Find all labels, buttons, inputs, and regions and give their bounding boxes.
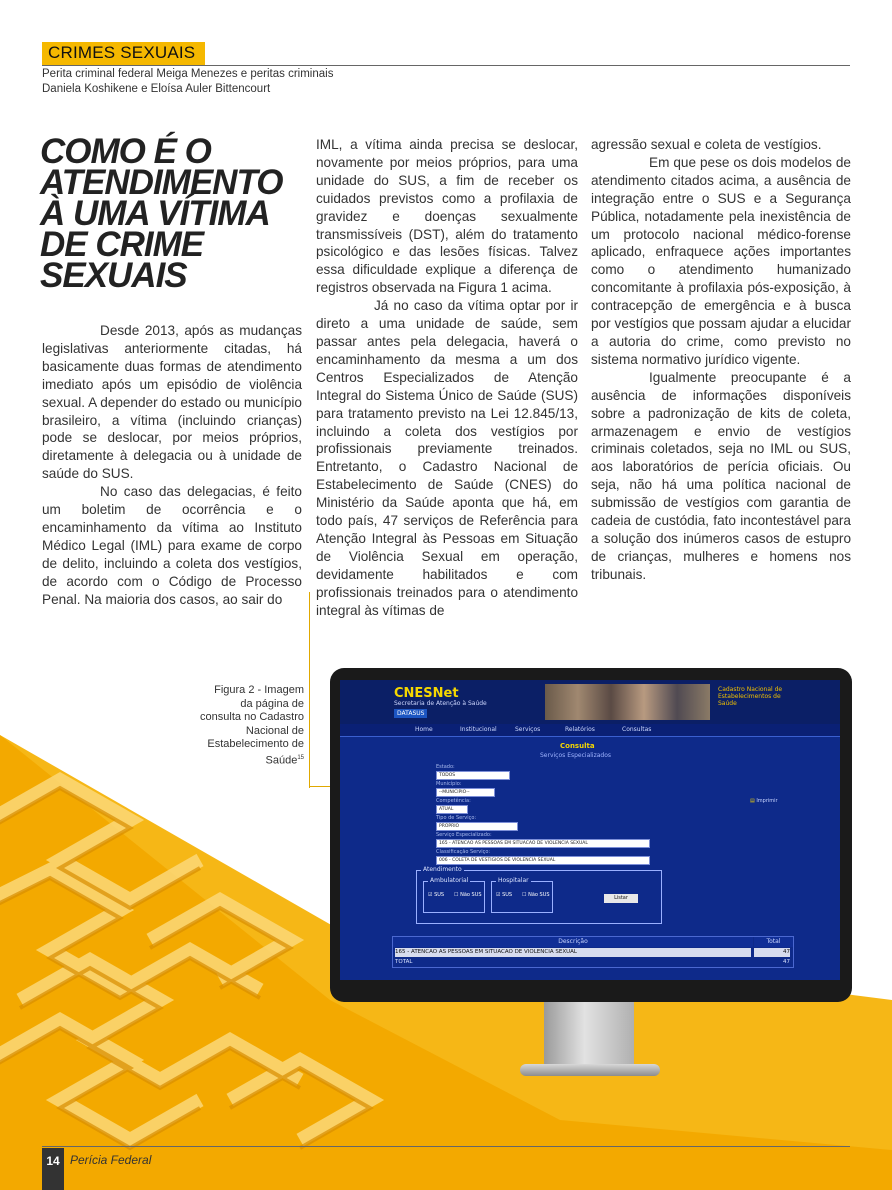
title-line: À UMA VÍTIMA: [40, 194, 270, 233]
datasus-logo: DATASUS: [394, 709, 427, 718]
label-tipo-servico: Tipo de Serviço:: [436, 815, 477, 821]
nav-servicos[interactable]: Serviços: [515, 726, 541, 733]
label-servico: Serviço Especializado:: [436, 832, 492, 838]
imprimir-label: Imprimir: [756, 798, 778, 804]
page-number: 14: [42, 1148, 64, 1190]
monitor-frame: [330, 668, 852, 1002]
body-column-2: [316, 136, 578, 619]
hospitalar-legend: Hospitalar: [498, 877, 529, 884]
select-municipio[interactable]: --MUNICIPIO--: [436, 788, 495, 797]
cnes-screen: [340, 680, 840, 980]
listar-button[interactable]: Listar: [604, 894, 638, 903]
body-column-3: [591, 136, 851, 584]
article-title: [40, 132, 290, 295]
label-competencia: Competência:: [436, 798, 471, 804]
paragraph: Já no caso da vítima optar por ir direto a uma unidade de saúde, sem passar antes pela delegacia, haverá o encaminhamento da mesma a um dos Centros Especializados de Atenção Integral do Sistema Único de Saúde (SUS) para tratamento previsto na Lei 12.845/13, incluindo a coleta dos vestígios por profissionais previamente treinados. Entretanto, o Cadastro Nacional de Estabelecimento de Saúde (CNES) do Ministério da Saúde aponta que há, em todo país, 47 serviços de Referência para Atenção Integral às Pessoas em Situação de Violência Sexual em operação, devidamente habilitados e com profissionais treinados para o atendimento integral às vítimas de: [316, 298, 578, 618]
label-classificacao: Classificação Serviço:: [436, 849, 491, 855]
cnes-page-subtitle: Serviços Especializados: [540, 752, 612, 759]
cnes-nav: [340, 724, 840, 737]
total-value: 47: [783, 959, 790, 965]
caption-text: Figura 2 - Imagem da página de consulta no Cadastro Nacional de Estabelecimento de Saúde: [200, 684, 304, 767]
row-total: 47: [754, 948, 790, 957]
checkbox-hosp-sus[interactable]: ☑ SUS: [496, 892, 513, 898]
caption-leader-line: [309, 592, 310, 788]
ambulatorial-legend: Ambulatorial: [430, 877, 469, 884]
title-line: COMO É O: [40, 132, 211, 171]
label-estado: Estado:: [436, 764, 455, 770]
section-tag: CRIMES SEXUAIS: [42, 42, 205, 65]
ambulatorial-group: [423, 877, 485, 913]
select-competencia[interactable]: ATUAL: [436, 805, 468, 814]
figure-caption: [200, 684, 304, 768]
title-line: DE CRIME: [40, 225, 204, 264]
cnes-page-title: Consulta: [560, 742, 595, 750]
sus-label: SUS: [502, 892, 513, 898]
title-line: SEXUAIS: [40, 256, 187, 295]
cnes-logo: CNESNet: [394, 686, 459, 701]
author-line-1: Perita criminal federal Meiga Menezes e peritas criminais: [42, 68, 334, 80]
header-descricao: Descrição: [393, 937, 753, 947]
cnes-subtitle: Secretaria de Atenção à Saúde: [394, 700, 487, 707]
nav-home[interactable]: Home: [415, 726, 433, 733]
nav-relatorios[interactable]: Relatórios: [565, 726, 595, 733]
checkbox-hosp-nao-sus[interactable]: ☐ Não SUS: [522, 892, 550, 898]
total-label: TOTAL: [395, 959, 413, 965]
label-municipio: Município:: [436, 781, 462, 787]
paragraph: Desde 2013, após as mudanças legislativas anteriormente citadas, há basicamente duas formas de atendimento imediato após um episódio de violência sexual. A depender do estado ou município brasileiro, a vítima (incluindo crianças) pode se deslocar, por meios próprios, diretamente à delegacia ou à unidade de saúde do SUS.: [42, 323, 302, 482]
checkbox-amb-nao-sus[interactable]: ☐ Não SUS: [454, 892, 482, 898]
title-line: ATENDIMENTO: [40, 163, 283, 202]
select-estado[interactable]: TODOS: [436, 771, 510, 780]
sus-label: SUS: [434, 892, 445, 898]
select-classificacao[interactable]: 006 - COLETA DE VESTIGIOS DE VIOLENCIA SEXUAL: [436, 856, 650, 865]
authors: [42, 67, 333, 96]
paragraph: agressão sexual e coleta de vestígios.: [591, 137, 822, 152]
nav-consultas[interactable]: Consultas: [622, 726, 652, 733]
header-photo-strip: [545, 684, 710, 720]
select-servico[interactable]: 165 - ATENCAO AS PESSOAS EM SITUACAO DE VIOLENCIA SEXUAL: [436, 839, 650, 848]
header-total: Total: [754, 937, 793, 947]
monitor-stand-base: [520, 1064, 660, 1076]
footnote-ref: 15: [297, 754, 304, 761]
paragraph: IML, a vítima ainda precisa se deslocar, novamente por meios próprios, para uma unidade do SUS, a fim de receber os cuidados previstos como a profilaxia de gravidez e doenças sexualmente transmissíveis (DST), além do tratamento psicológico e das lesões físicas. Talvez essa dificuldade explique a diferença de registros observada na Figura 1 acima.: [316, 137, 578, 296]
magazine-name: Perícia Federal: [70, 1153, 152, 1167]
atendimento-legend: Atendimento: [423, 866, 462, 873]
printer-icon: ▤: [750, 798, 755, 804]
cnes-right-title: Cadastro Nacional de Estabelecimentos de Saúde: [718, 686, 783, 707]
nao-sus-label: Não SUS: [528, 892, 550, 898]
paragraph: Em que pese os dois modelos de atendimento citados acima, a ausência de integração entre o SUS e a Segurança Pública, notadamente pela inexistência de um protocolo nacional médico-forense aplicado, enfraquece ações importantes como o atendimento humanizado concomitante à profilaxia pós-exposição, à contracepção de emergência e à busca por vestígios que possam ajudar a elucidar a autoria do crime, como previsto no sistema normativo jurídico vigente.: [591, 154, 851, 367]
nao-sus-label: Não SUS: [460, 892, 482, 898]
row-descricao: 165 - ATENCAO AS PESSOAS EM SITUACAO DE VIOLENCIA SEXUAL: [395, 948, 751, 957]
header-rule: [42, 65, 850, 66]
nav-institucional[interactable]: Institucional: [460, 726, 497, 733]
author-line-2: Daniela Koshikene e Eloísa Auler Bittencourt: [42, 82, 271, 95]
select-tipo-servico[interactable]: PROPRIO: [436, 822, 518, 831]
monitor-stand-neck: [544, 1002, 634, 1068]
results-table: [392, 936, 794, 968]
paragraph: No caso das delegacias, é feito um boletim de ocorrência e o encaminhamento da vítima ao Instituto Médico Legal (IML) para exame de corpo de delito, incluindo a coleta dos vestígios, de acordo com o Código de Processo Penal. Na maioria dos casos, ao sair do: [42, 484, 302, 607]
cnes-header: [340, 680, 840, 724]
hospitalar-group: [491, 877, 553, 913]
imprimir-link[interactable]: [750, 798, 778, 804]
paragraph: Igualmente preocupante é a ausência de informações disponíveis sobre a padronização de kits de coleta, armazenagem e envio de vestígios criminais coletados, seja no IML ou SUS, aos laboratórios de perícia oficiais. Ou seja, não há uma política nacional de submissão de vestígios com garantia de cadeia de custódia, fato incontestável para a solução dos inúmeros casos de estupro de crianças, mulheres e homens nos tribunais.: [591, 369, 851, 582]
checkbox-amb-sus[interactable]: ☑ SUS: [428, 892, 445, 898]
body-column-1: [42, 322, 302, 609]
footer-rule: [42, 1146, 850, 1147]
